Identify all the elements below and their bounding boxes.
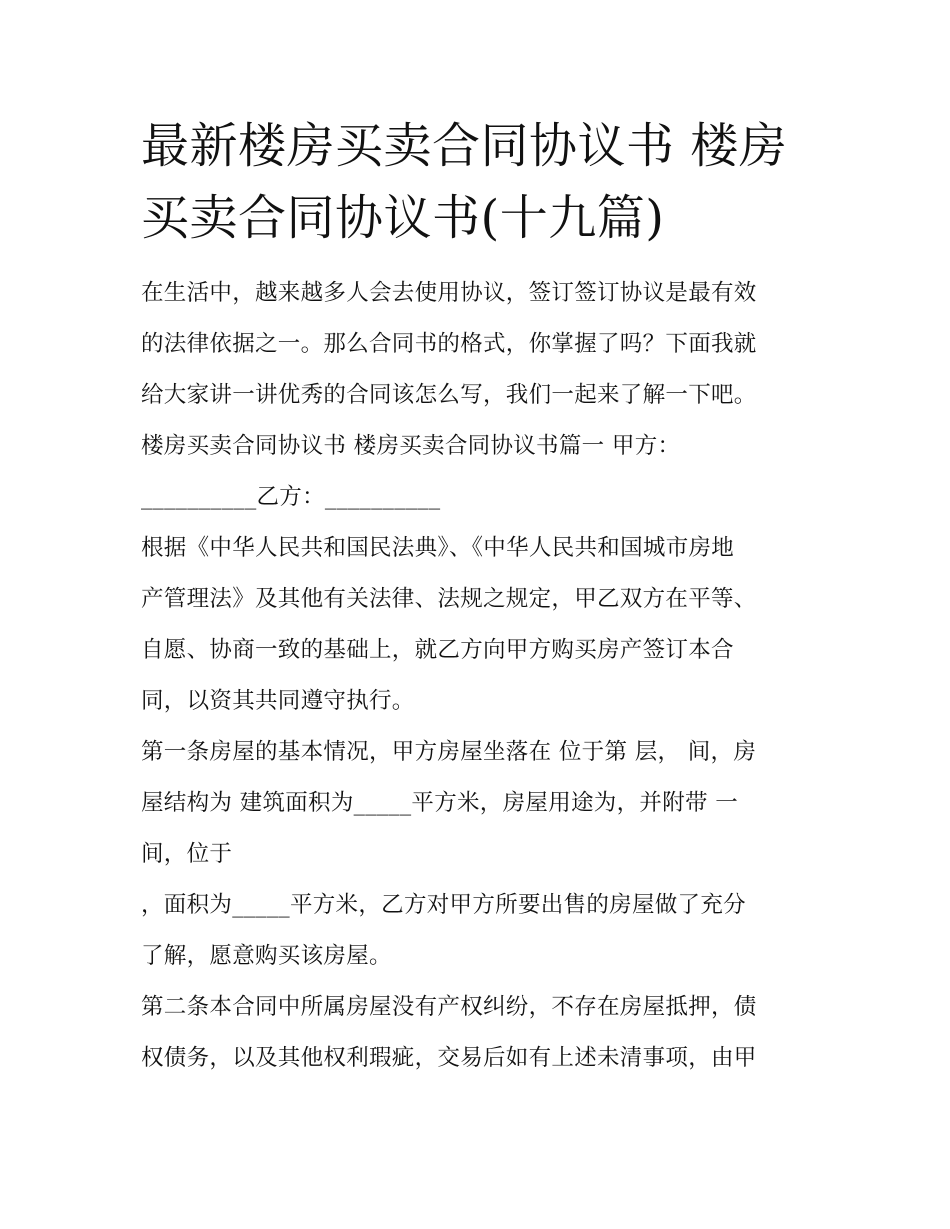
text-line: 间，位于 bbox=[141, 841, 233, 867]
text-line: 权债务，以及其他权利瑕疵，交易后如有上述未清事项，由甲 bbox=[141, 1045, 757, 1071]
text-line: 产管理法》及其他有关法律、法规之规定，甲乙双方在平等、 bbox=[141, 586, 757, 612]
document-content bbox=[141, 110, 813, 1084]
text-line: 了解，愿意购买该房屋。 bbox=[141, 943, 392, 969]
text-line: 屋结构为 建筑面积为_____平方米，房屋用途为，并附带 一 bbox=[141, 790, 739, 816]
text-line: 给大家讲一讲优秀的合同该怎么写，我们一起来了解一下吧。 bbox=[141, 382, 757, 408]
text-line: 自愿、协商一致的基础上，就乙方向甲方购买房产签订本合 bbox=[141, 637, 734, 663]
document-body bbox=[141, 268, 813, 1084]
text-line: 在生活中，越来越多人会去使用协议，签订签订协议是最有效 bbox=[141, 280, 757, 306]
text-line: 第一条房屋的基本情况，甲方房屋坐落在 位于第 层， 间，房 bbox=[141, 739, 757, 765]
text-line: ，面积为_____平方米，乙方对甲方所要出售的房屋做了充分 bbox=[141, 892, 746, 918]
text-line: 楼房买卖合同协议书 楼房买卖合同协议书篇一 甲方： bbox=[141, 433, 681, 459]
title-line: 最新楼房买卖合同协议书 楼房 bbox=[141, 118, 788, 174]
text-line: 的法律依据之一。那么合同书的格式，你掌握了吗？下面我就 bbox=[141, 331, 757, 357]
text-line: 同，以资其共同遵守执行。 bbox=[141, 688, 415, 714]
text-line: __________乙方：__________ bbox=[141, 484, 441, 510]
text-line: 根据《中华人民共和国民法典》、《中华人民共和国城市房地 bbox=[141, 535, 735, 561]
text-line: 第二条本合同中所属房屋没有产权纠纷，不存在房屋抵押，债 bbox=[141, 994, 757, 1020]
title-line: 买卖合同协议书(十九篇) bbox=[141, 190, 665, 246]
document-title bbox=[141, 110, 813, 254]
